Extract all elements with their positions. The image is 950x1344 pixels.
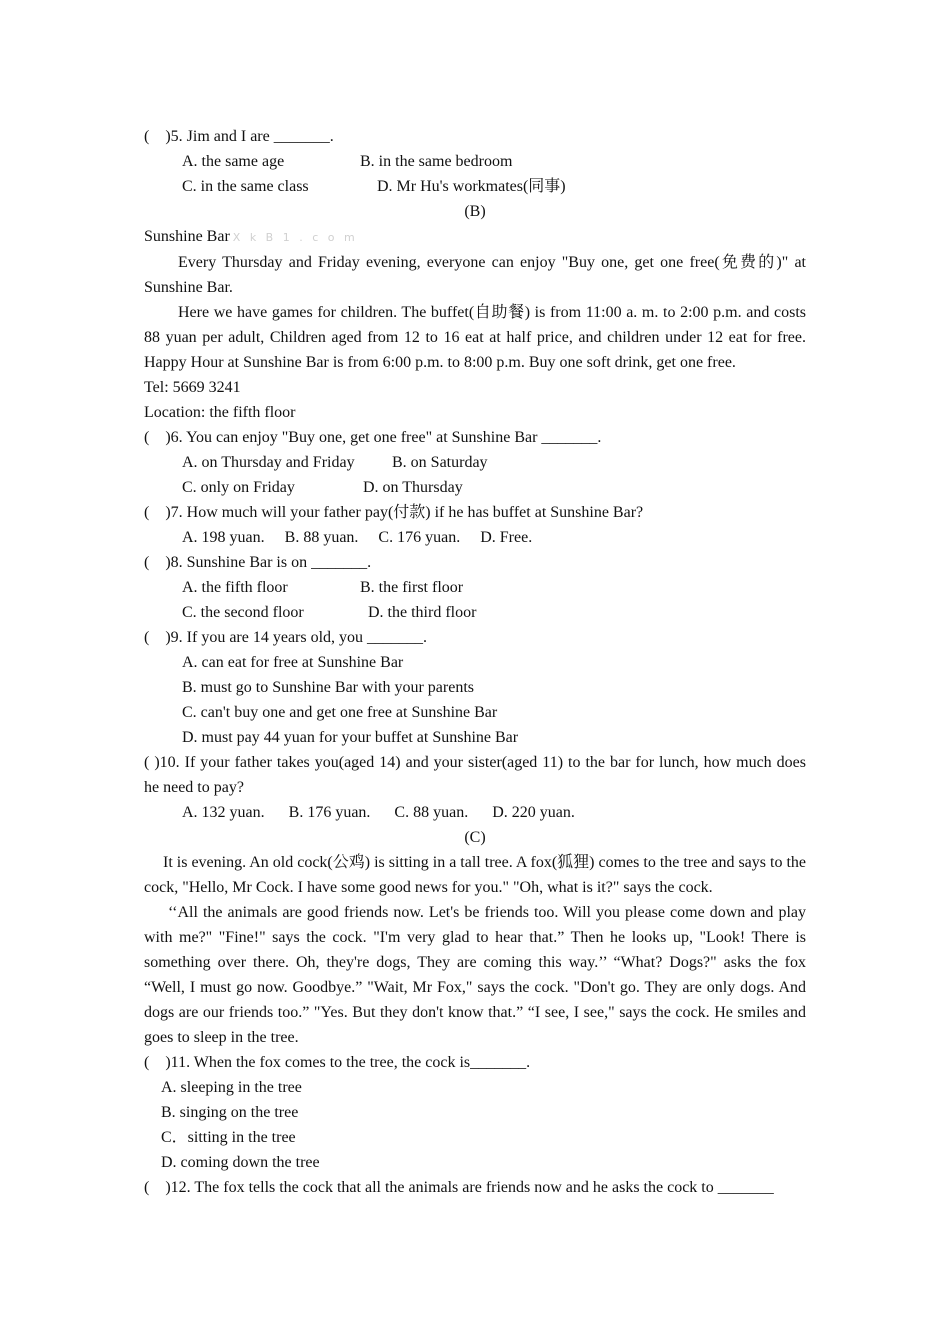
- question-10-stem: ( )10. If your father takes you(aged 14) and your sister(aged 11) to the bar for lunch, how much does he need to pay?: [144, 754, 806, 796]
- question-10-options: A. 132 yuan. B. 176 yuan. C. 88 yuan. D. 220 yuan.: [182, 804, 575, 821]
- exam-page: [144, 124, 806, 1200]
- question-7-options: A. 198 yuan. B. 88 yuan. C. 176 yuan. D. Free.: [182, 529, 533, 546]
- question-5-options-row-1: [144, 149, 806, 174]
- question-9-option-d: D. must pay 44 yuan for your buffet at Sunshine Bar: [182, 729, 519, 746]
- section-c-paragraph-2: ‘‘All the animals are good friends now. Let's be friends too. Will you please come down and play with me?" "Fine!" says the cock. "I'm very glad to hear that.” Then he looks up, "Look! There is something over there. Oh, they're dogs, They are coming this way.’’ “What? Dogs?" asks the fox “Well, I must go now. Goodbye.” "Wait, Mr Fox," says the cock. "Don't go. They are only dogs. And dogs are our friends too.” "Yes. But they don't know that.” “I see, I see," says the cock. He smiles and goes to sleep in the tree.: [144, 904, 806, 1046]
- question-9-option-a: A. can eat for free at Sunshine Bar: [182, 654, 404, 671]
- section-c-paragraph-1: It is evening. An old cock(公鸡) is sitting in a tall tree. A fox(狐狸) comes to the tree and says to the cock, "Hello, Mr Cock. I have some good news for you." "Oh, what is it?" says the cock.: [144, 854, 806, 896]
- question-6-option-b: B. on Saturday: [392, 454, 488, 471]
- question-8-stem: ( )8. Sunshine Bar is on _______.: [144, 554, 372, 571]
- question-9-option-b: B. must go to Sunshine Bar with your parents: [182, 679, 474, 696]
- question-8-option-d: D. the third floor: [368, 604, 477, 621]
- question-6-option-a: A. on Thursday and Friday: [182, 454, 355, 471]
- question-5-option-b: B. in the same bedroom: [360, 153, 513, 170]
- question-5-option-a: A. the same age: [182, 153, 285, 170]
- question-6-option-c: C. only on Friday: [182, 479, 295, 496]
- question-11-option-c: C．sitting in the tree: [161, 1129, 296, 1146]
- section-b-title-line: [144, 224, 806, 250]
- question-11-option-b: B. singing on the tree: [161, 1104, 299, 1121]
- section-b-label: (B): [464, 203, 486, 220]
- section-b-location: Location: the fifth floor: [144, 404, 296, 421]
- question-9-stem: ( )9. If you are 14 years old, you _______.: [144, 629, 428, 646]
- question-6-option-d: D. on Thursday: [363, 479, 463, 496]
- question-6-options-row-2: [144, 475, 806, 500]
- question-6-options-row-1: [144, 450, 806, 475]
- question-11-option-d: D. coming down the tree: [161, 1154, 320, 1171]
- question-5-options-row-2: [144, 174, 806, 199]
- question-5-option-c: C. in the same class: [182, 178, 309, 195]
- question-6-stem: ( )6. You can enjoy "Buy one, get one free" at Sunshine Bar _______.: [144, 429, 602, 446]
- question-5-option-d: D. Mr Hu's workmates(同事): [377, 178, 566, 195]
- question-8-option-a: A. the fifth floor: [182, 579, 288, 596]
- question-9-option-c: C. can't buy one and get one free at Sunshine Bar: [182, 704, 498, 721]
- section-b-paragraph-2: Here we have games for children. The buffet(自助餐) is from 11:00 a. m. to 2:00 p.m. and costs 88 yuan per adult, Children aged from 12 to 16 eat at half price, and children under 12 eat for free. Happy Hour at Sunshine Bar is from 6:00 p.m. to 8:00 p.m. Buy one soft drink, get one free.: [144, 304, 806, 371]
- question-12-stem: ( )12. The fox tells the cock that all the animals are friends now and he asks the cock to _______: [144, 1179, 774, 1196]
- section-b-title: Sunshine Bar: [144, 228, 230, 245]
- question-8-option-b: B. the first floor: [360, 579, 464, 596]
- question-8-options-row-2: [144, 600, 806, 625]
- question-8-options-row-1: [144, 575, 806, 600]
- section-c-label: (C): [464, 829, 486, 846]
- watermark-text: X k B 1 . c o m: [232, 231, 358, 244]
- question-8-option-c: C. the second floor: [182, 604, 304, 621]
- question-11-stem: ( )11. When the fox comes to the tree, the cock is_______.: [144, 1054, 531, 1071]
- section-b-tel: Tel: 5669 3241: [144, 379, 241, 396]
- section-b-paragraph-1: Every Thursday and Friday evening, everyone can enjoy "Buy one, get one free(免费的)" at Sunshine Bar.: [144, 254, 806, 296]
- question-5-stem: ( )5. Jim and I are _______.: [144, 128, 334, 145]
- question-7-stem: ( )7. How much will your father pay(付款) if he has buffet at Sunshine Bar?: [144, 504, 644, 521]
- question-11-option-a: A. sleeping in the tree: [161, 1079, 302, 1096]
